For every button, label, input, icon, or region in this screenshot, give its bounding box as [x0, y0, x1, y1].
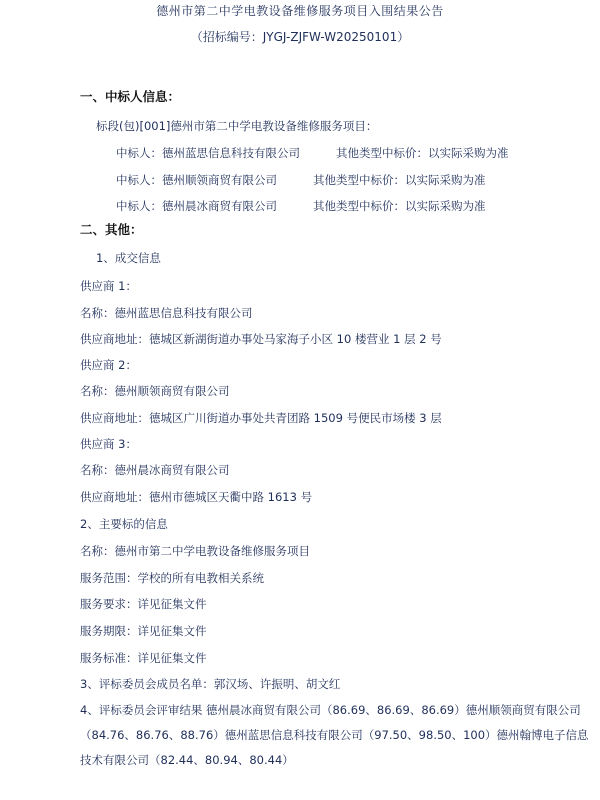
project-name: 名称：德州市第二中学电教设备维修服务项目	[80, 544, 310, 558]
deal-info-title: 1、成交信息	[96, 251, 161, 265]
evaluation-results: 4、评标委员会评审结果 德州晨冰商贸有限公司（86.69、86.69、86.69）德州顺领商贸有限公司（84.76、86.76、88.76）德州蓝思信息科技有限公司（97.50、98.50、100）德州翰博电子信息技术有限公司（82.44、80.94、80.44）	[80, 703, 589, 767]
section-other-heading: 二、其他：	[80, 222, 143, 237]
supplier-label: 供应商 2：	[80, 358, 137, 372]
main-subject-title: 2、主要标的信息	[80, 517, 168, 531]
winner-row	[116, 172, 486, 188]
winner-row	[116, 198, 486, 214]
service-requirement: 服务要求：详见征集文件	[80, 597, 207, 611]
supplier-label: 供应商 3：	[80, 437, 137, 451]
supplier-name: 名称：德州晨冰商贸有限公司	[80, 463, 230, 477]
winner-price: 其他类型中标价：以实际采购为准	[313, 173, 486, 187]
supplier-address: 供应商地址：德州市德城区天衢中路 1613 号	[80, 490, 313, 504]
service-scope: 服务范围：学校的所有电教相关系统	[80, 571, 264, 585]
committee-members: 3、评标委员会成员名单：郭汉场、许振明、胡文红	[80, 677, 341, 691]
service-standard: 服务标准：详见征集文件	[80, 651, 207, 665]
winner-price: 其他类型中标价：以实际采购为准	[313, 199, 486, 213]
supplier-name: 名称：德州顺领商贸有限公司	[80, 384, 230, 398]
supplier-name: 名称：德州蓝思信息科技有限公司	[80, 306, 253, 320]
supplier-address: 供应商地址：德城区新湖街道办事处马家海子小区 10 楼营业 1 层 2 号	[80, 332, 442, 346]
supplier-address: 供应商地址：德城区广川街道办事处共青团路 1509 号便民市场楼 3 层	[80, 411, 442, 425]
supplier-label: 供应商 1：	[80, 279, 137, 293]
winner-row	[116, 145, 509, 161]
winner-name: 中标人：德州晨冰商贸有限公司	[116, 199, 277, 213]
tender-code: （招标编号：JYGJ-ZJFW-W20250101）	[190, 30, 410, 44]
service-period: 服务期限：详见征集文件	[80, 624, 207, 638]
section-winners-heading: 一、中标人信息：	[80, 89, 181, 104]
winner-price: 其他类型中标价：以实际采购为准	[336, 146, 509, 160]
document-title: 德州市第二中学电教设备维修服务项目入围结果公告	[156, 4, 444, 18]
lot-title: 标段(包)[001]德州市第二中学电教设备维修服务项目：	[96, 119, 378, 133]
winner-name: 中标人：德州顺领商贸有限公司	[116, 173, 277, 187]
winner-name: 中标人：德州蓝思信息科技有限公司	[116, 146, 300, 160]
